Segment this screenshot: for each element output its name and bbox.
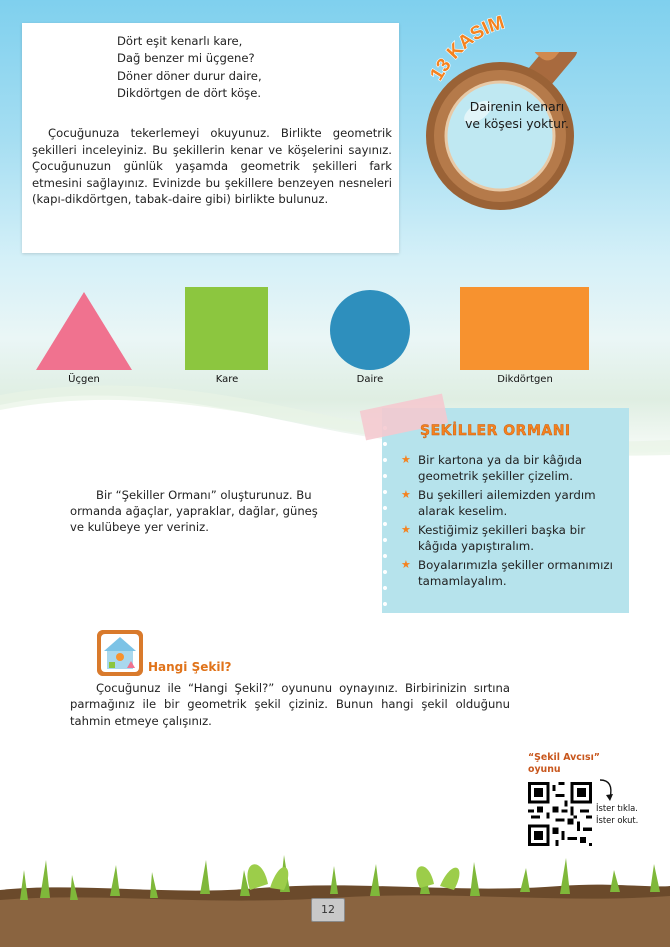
- poem: [117, 33, 262, 103]
- poem-line: Dikdörtgen de dört köşe.: [117, 86, 262, 101]
- list-item: ★ Kestiğimiz şekilleri başka bir kâğıda yapıştıralım.: [401, 523, 586, 553]
- list-item: ★ Boyalarımızla şekiller ormanımızı tamamlayalım.: [401, 558, 613, 588]
- curved-arrow-icon: [596, 776, 618, 802]
- poem-line: Döner döner durur daire,: [117, 68, 262, 83]
- hangi-title: Hangi Şekil?: [148, 660, 232, 674]
- poem-line: Dört eşit kenarlı kare,: [117, 34, 243, 48]
- date-text: 13 KASIM: [426, 12, 508, 85]
- house-icon: [97, 630, 143, 676]
- square-label: Kare: [215, 374, 239, 385]
- triangle-shape: [36, 292, 132, 370]
- circle-label: Daire: [356, 374, 384, 385]
- date-banner: [420, 12, 570, 92]
- star-icon: ★: [401, 558, 411, 571]
- star-icon: ★: [401, 523, 411, 536]
- poem-line: Dağ benzer mi üçgene?: [117, 51, 255, 66]
- intro-paragraph: Çocuğunuza tekerlemeyi okuyunuz. Birlikte geometrik şekilleri inceleyiniz. Bu şekillerin kenar ve köşelerini sayınız. Çocuğunuzun günlük yaşamda geometrik şekilleri fark etmesini sağlayınız. Evinizde bu şekillere benzeyen nesneleri (kapı-dikdörtgen, tabak-daire gibi) birlikte bulunuz.: [32, 126, 392, 207]
- forest-paragraph: Bir “Şekiller Ormanı” oluşturunuz. Bu ormanda ağaçlar, yapraklar, dağlar, güneş ve kulübeye yer veriniz.: [70, 488, 318, 534]
- list-item: ★ Bu şekilleri ailemizden yardım alarak keselim.: [401, 488, 596, 518]
- poem-card: [22, 23, 399, 253]
- star-icon: ★: [401, 453, 411, 466]
- list-item: ★ Bir kartona ya da bir kâğıda geometrik şekiller çizelim.: [401, 453, 583, 483]
- hangi-paragraph: Çocuğunuz ile “Hangi Şekil?” oyununu oynayınız. Birbirinizin sırtına parmağınız ile bir geometrik şekil çiziniz. Bunun hangi şekil olduğunu tahmin etmeye çalışınız.: [70, 681, 510, 728]
- qr-instructions: İster tıkla. İster okut.: [596, 803, 639, 825]
- rectangle-label: Dikdörtgen: [497, 374, 553, 385]
- grass-ground: [0, 830, 670, 947]
- qr-title: “Şekil Avcısı” oyunu: [528, 752, 600, 775]
- triangle-label: Üçgen: [68, 374, 100, 385]
- circle-shape: [330, 290, 410, 370]
- magnifier-text: Dairenin kenarı ve köşesi yoktur.: [465, 99, 569, 131]
- svg-text:13 KASIM: [426, 12, 507, 84]
- square-shape: [185, 287, 268, 370]
- note-list: [400, 452, 620, 592]
- page-number: 12: [311, 898, 345, 922]
- star-icon: ★: [401, 488, 411, 501]
- note-holes: [382, 408, 392, 613]
- rectangle-shape: [460, 287, 589, 370]
- note-title: ŞEKİLLER ORMANI: [420, 423, 571, 439]
